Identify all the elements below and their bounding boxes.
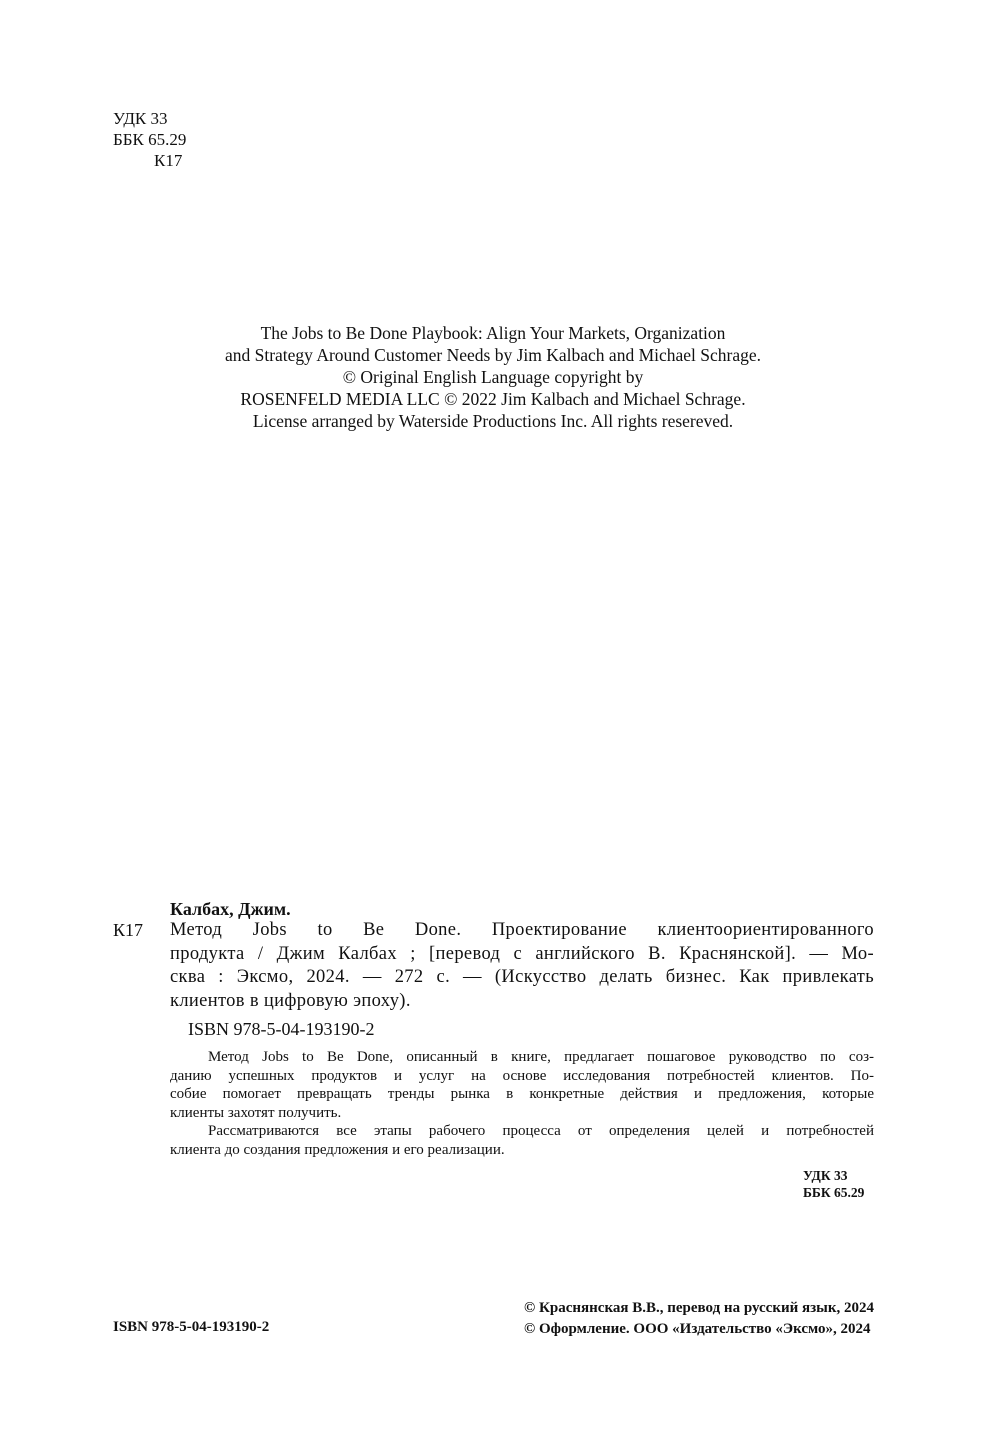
udk-code: УДК 33	[113, 109, 168, 128]
bib-author: Калбах, Джим.	[170, 899, 291, 919]
classification-top	[113, 108, 186, 171]
annotation-line: Рассматриваются все этапы рабочего процесса от определения целей и потребностей	[208, 1123, 874, 1139]
bib-author-code: К17	[113, 920, 144, 940]
footer-copyrights	[524, 1298, 874, 1340]
original-edition-notice	[0, 322, 986, 432]
annotation-line: клиенты захотят получить.	[170, 1104, 342, 1121]
udk-code-bottom: УДК 33	[803, 1168, 848, 1183]
bbk-code-bottom: ББК 65.29	[803, 1185, 865, 1200]
bbk-code: ББК 65.29	[113, 130, 187, 149]
annotation-line: собие помогает превращать тренды рынка в конкретные действия и предложения, которые	[170, 1086, 874, 1102]
bib-description-line: сква : Эксмо, 2024. — 272 с. — (Искусство делать бизнес. Как привлекать	[170, 967, 874, 987]
original-copyright-line: © Original English Language copyright by	[342, 367, 644, 387]
annotation-line: данию успешных продуктов и услуг на основе исследования потребностей клиентов. По-	[170, 1067, 874, 1084]
footer-isbn: ISBN 978-5-04-193190-2	[113, 1319, 270, 1335]
annotation-line: клиента до создания предложения и его реализации.	[170, 1141, 505, 1158]
bib-description-line: продукта / Джим Калбах ; [перевод с английского В. Краснянской]. — Мо-	[170, 943, 874, 964]
copyright-translation: © Краснянская В.В., перевод на русский язык, 2024	[524, 1300, 874, 1316]
bib-isbn: ISBN 978-5-04-193190-2	[188, 1019, 375, 1039]
copyright-design: © Оформление. ООО «Издательство «Эксмо», 2024	[524, 1321, 871, 1337]
bib-description	[170, 919, 874, 1013]
original-title-line-1: The Jobs to Be Done Playbook: Align Your Markets, Organization	[260, 323, 726, 343]
classification-bottom	[803, 1167, 864, 1201]
bib-description-line: клиентов в цифровую эпоху).	[170, 990, 411, 1011]
original-title-line-2: and Strategy Around Customer Needs by Jim Kalbach and Michael Schrage.	[224, 345, 762, 365]
publisher-copyright-line: ROSENFELD MEDIA LLC © 2022 Jim Kalbach and Michael Schrage.	[240, 389, 746, 409]
annotation-line: Метод Jobs to Be Done, описанный в книге, предлагает пошаговое руководство по соз-	[208, 1049, 874, 1065]
author-code: К17	[154, 151, 183, 170]
license-line: License arranged by Waterside Productions Inc. All rights resereved.	[252, 411, 734, 431]
bib-description-line: Метод Jobs to Be Done. Проектирование клиентоориентированного	[170, 920, 874, 940]
annotation	[170, 1048, 874, 1159]
